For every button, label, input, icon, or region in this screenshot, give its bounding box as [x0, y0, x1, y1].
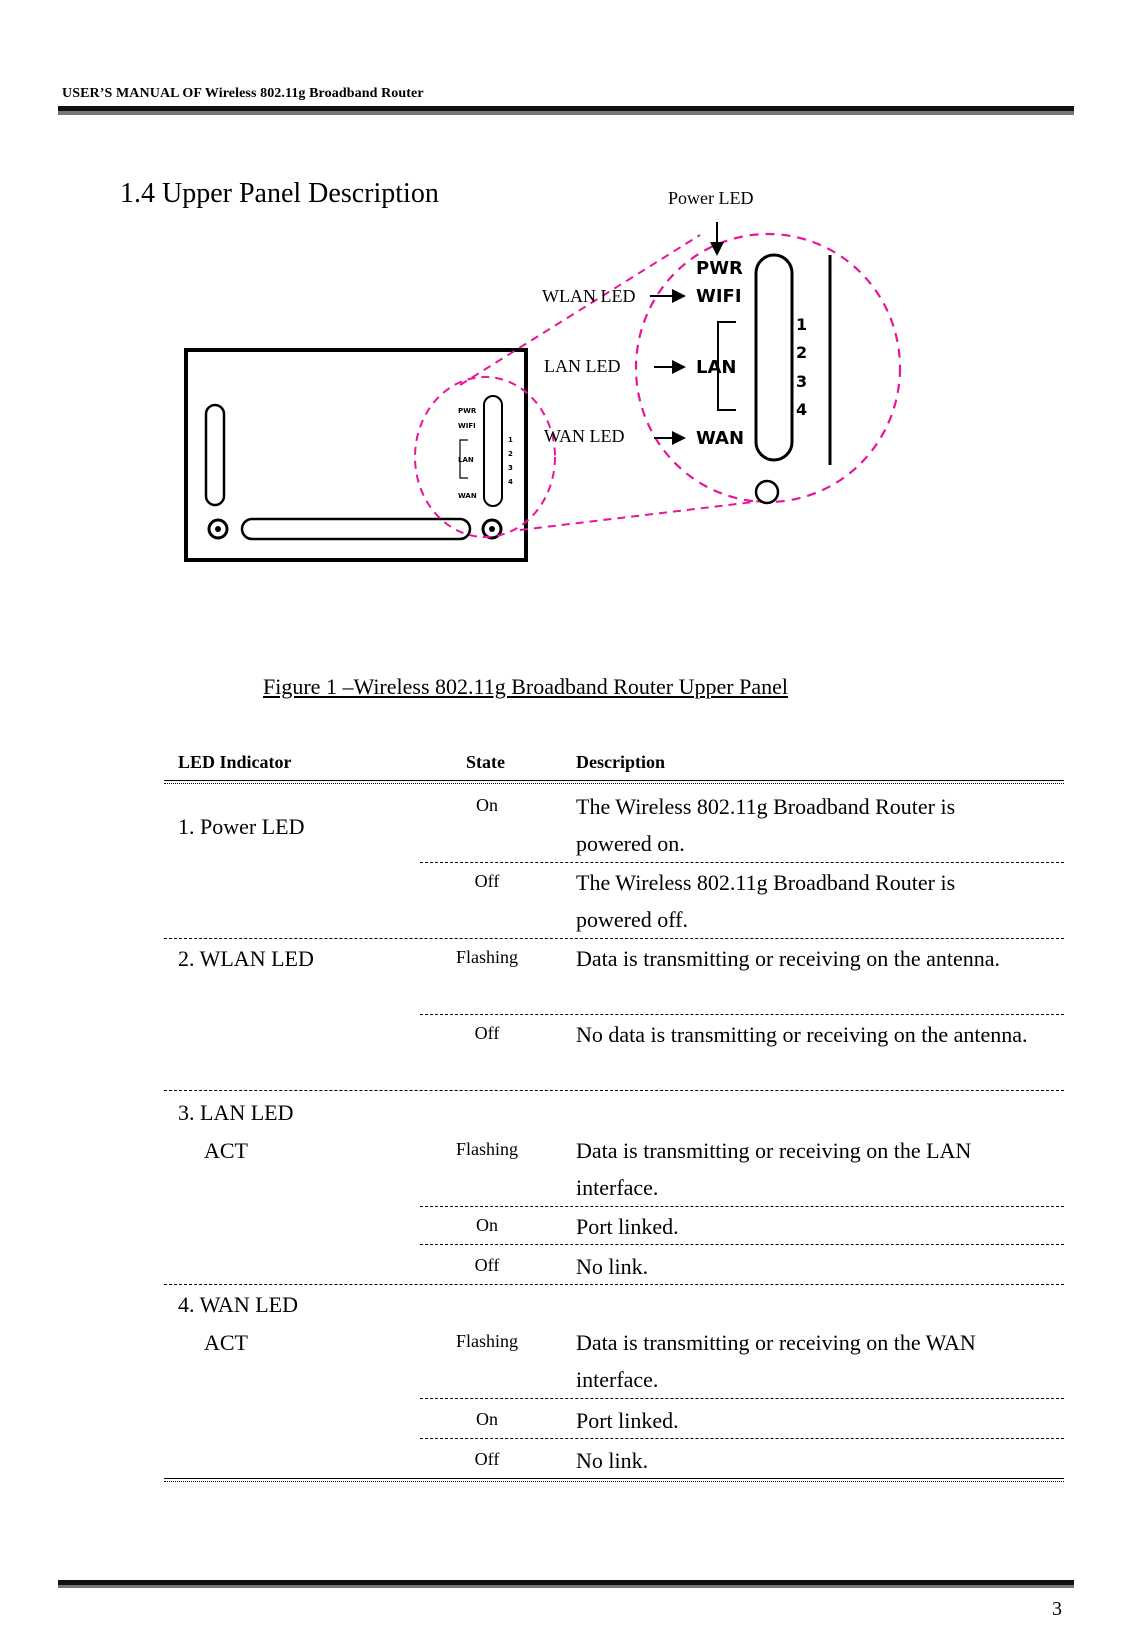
group-divider: [164, 1284, 1064, 1285]
document-header-title: USER’S MANUAL OF Wireless 802.11g Broadband Router: [62, 86, 424, 101]
small-wifi-label: WIFI: [458, 422, 476, 430]
left-slot: [206, 405, 224, 505]
header-rule: [58, 106, 1074, 115]
description-cell: Port linked.: [576, 1214, 679, 1239]
large-wan-label: WAN: [696, 428, 745, 449]
row-divider: [420, 1398, 1064, 1399]
wan-arrow-head: [672, 431, 686, 445]
indicator-lan-act: ACT: [204, 1138, 248, 1163]
large-port-4: 4: [796, 400, 808, 419]
indicator-power-led: 1. Power LED: [178, 814, 305, 839]
large-wifi-label: WIFI: [696, 286, 742, 307]
section-heading: Upper Panel Description: [162, 178, 439, 209]
small-port-4: 4: [508, 478, 513, 486]
col-header-indicator: LED Indicator: [178, 752, 292, 772]
group-divider: [164, 1090, 1064, 1091]
large-pwr-label: PWR: [696, 258, 743, 279]
indicator-wan-led: 4. WAN LED: [178, 1292, 298, 1317]
small-port-2: 2: [508, 450, 513, 458]
section-number: 1.4: [120, 178, 155, 209]
description-cell: Data is transmitting or receiving on the WAN interface.: [576, 1330, 976, 1392]
col-header-state: State: [466, 752, 505, 772]
state-cell: Flashing: [455, 947, 518, 967]
description-cell: No data is transmitting or receiving on the antenna.: [576, 1022, 1028, 1047]
zoom-connector-bottom: [520, 500, 770, 530]
row-divider: [420, 1244, 1064, 1245]
large-port-2: 2: [796, 343, 808, 362]
wan-led-callout: WAN LED: [544, 426, 625, 446]
description-cell: Port linked.: [576, 1408, 679, 1433]
state-cell: On: [476, 1409, 498, 1429]
small-pwr-label: PWR: [458, 407, 477, 415]
lan-led-callout: LAN LED: [544, 356, 621, 376]
wlan-led-callout: WLAN LED: [542, 286, 636, 306]
state-cell: Flashing: [455, 1139, 518, 1159]
state-cell: Off: [474, 1449, 500, 1469]
state-cell: On: [476, 1215, 498, 1235]
large-port-3: 3: [796, 372, 808, 391]
large-port-1: 1: [796, 315, 808, 334]
table-bottom-rule: [164, 1478, 1064, 1479]
small-led-strip: [484, 396, 502, 506]
small-port-3: 3: [508, 464, 513, 472]
indicator-wlan-led: 2. WLAN LED: [178, 946, 314, 971]
figure-caption: Figure 1 –Wireless 802.11g Broadband Router Upper Panel: [263, 674, 788, 699]
large-led-strip: [756, 255, 792, 460]
indicator-lan-led: 3. LAN LED: [178, 1100, 294, 1125]
page-number: 3: [1052, 1598, 1062, 1620]
large-lan-label: LAN: [696, 357, 737, 378]
description-cell: The Wireless 802.11g Broadband Router is powered on.: [576, 794, 956, 856]
small-port-1: 1: [508, 436, 513, 444]
power-arrow-head: [710, 242, 724, 256]
state-cell: Off: [474, 1255, 500, 1275]
indicator-wan-act: ACT: [204, 1330, 248, 1355]
state-cell: On: [476, 795, 498, 815]
router-panel-diagram: [160, 200, 970, 620]
row-divider: [420, 1438, 1064, 1439]
bottom-slot: [242, 519, 470, 539]
small-wan-label: WAN: [458, 492, 477, 500]
col-header-description: Description: [576, 752, 665, 772]
group-divider: [164, 938, 1064, 939]
description-cell: Data is transmitting or receiving on the LAN interface.: [576, 1138, 972, 1200]
description-cell: The Wireless 802.11g Broadband Router is powered off.: [576, 870, 956, 932]
state-cell: Off: [474, 871, 500, 891]
power-led-callout: Power LED: [668, 188, 754, 208]
table-header-rule: [164, 780, 1064, 781]
footer-rule: [58, 1580, 1074, 1588]
state-cell: Off: [474, 1023, 500, 1043]
description-cell: No link.: [576, 1448, 649, 1473]
large-screw: [756, 481, 778, 503]
small-lan-label: LAN: [458, 456, 474, 464]
lan-arrow-head: [672, 360, 686, 374]
description-cell: No link.: [576, 1254, 649, 1279]
wlan-arrow-head: [672, 289, 686, 303]
state-cell: Flashing: [455, 1331, 518, 1351]
description-cell: Data is transmitting or receiving on the antenna.: [576, 946, 1000, 971]
